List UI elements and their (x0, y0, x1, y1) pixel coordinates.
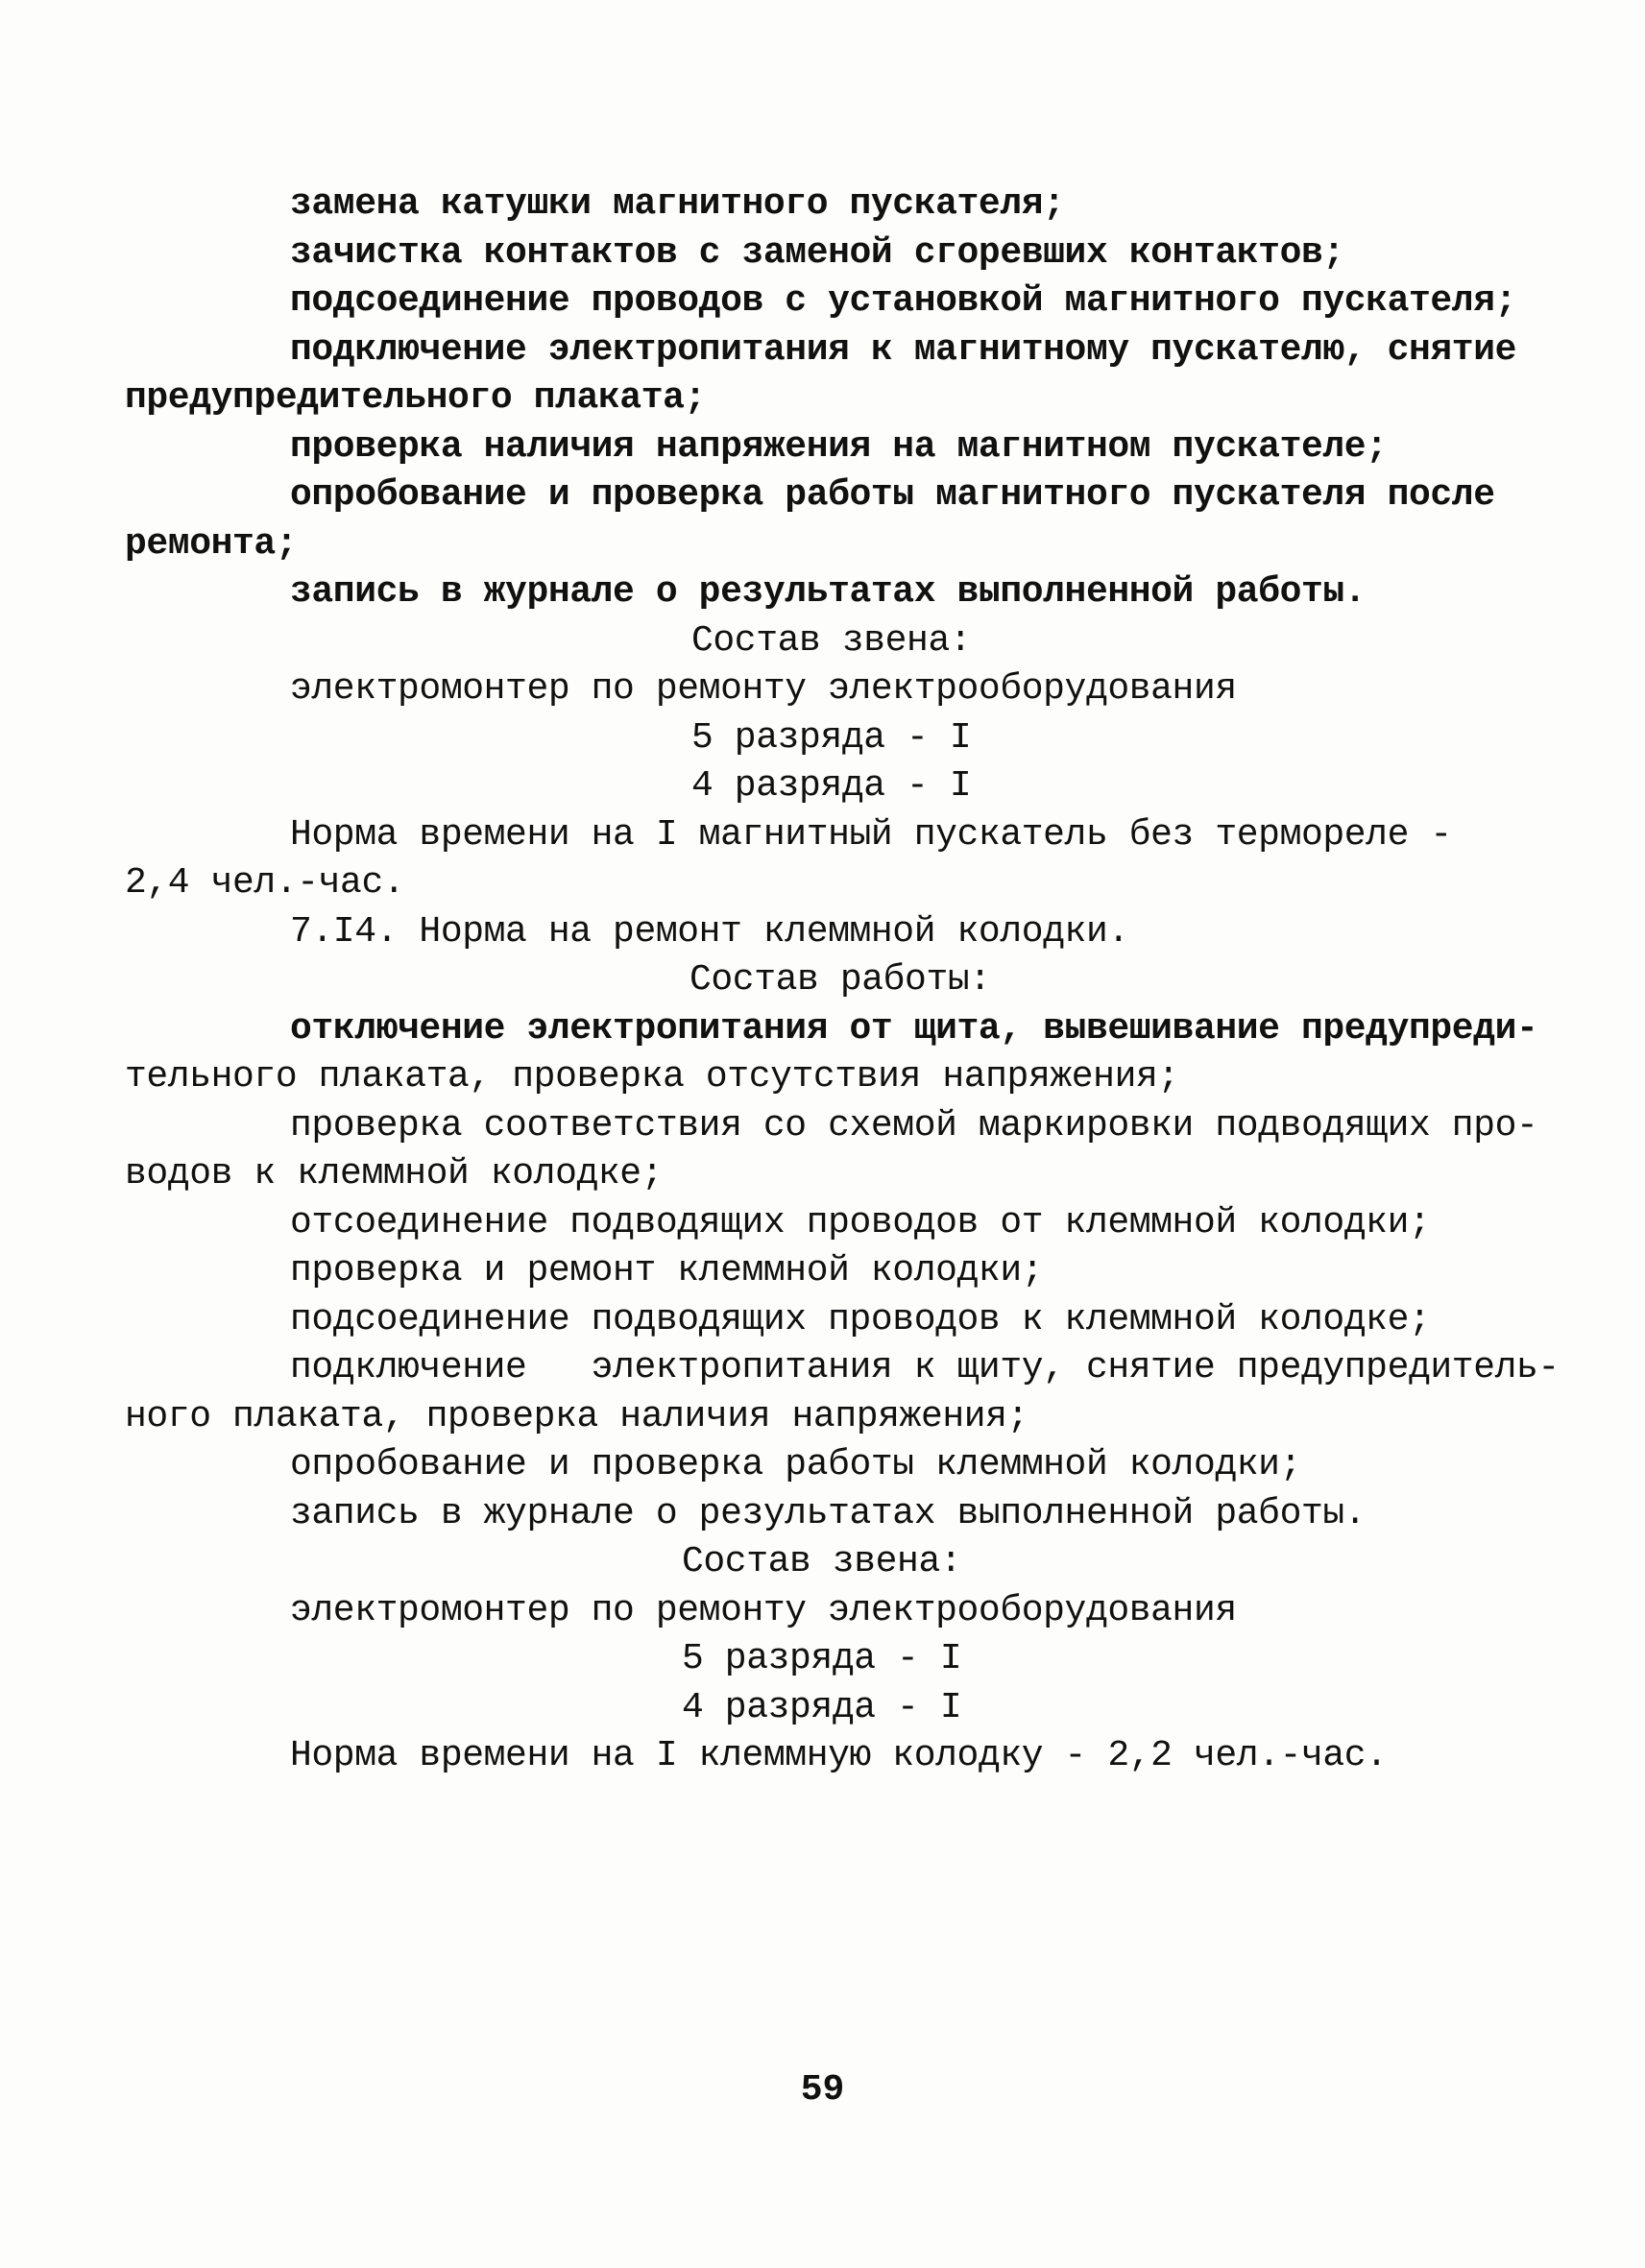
text-line: Норма времени на I клеммную колодку - 2,2 чел.-час. (290, 1735, 1388, 1776)
text-line: 2,4 чел.-час. (125, 862, 405, 904)
document-body (125, 181, 1560, 1781)
text-line: водов к клеммной колодке; (125, 1153, 664, 1194)
text-line: подсоединение проводов с установкой магнитного пускателя; (290, 280, 1517, 322)
section-heading: Состав звена: (691, 619, 972, 662)
text-line: 5 разряда - I (691, 716, 972, 759)
section-heading: Состав работы: (689, 959, 991, 1001)
text-line: зачистка контактов с заменой сгоревших контактов; (290, 231, 1344, 274)
text-line: предупредительного плаката; (125, 377, 706, 419)
text-line: отключение электропитания от щита, вывешивание предупреди- (290, 1007, 1538, 1050)
text-line: 4 разряда - I (682, 1686, 962, 1728)
page-number: 59 (800, 2069, 845, 2111)
text-line: 5 разряда - I (682, 1638, 962, 1679)
text-line: электромонтер по ремонту электрооборудования (290, 1589, 1237, 1631)
section-title: 7.I4. Норма на ремонт клеммной колодки. (290, 910, 1129, 953)
section-heading: Состав звена: (682, 1541, 962, 1582)
text-line: Норма времени на I магнитный пускатель без термореле - (290, 813, 1452, 856)
text-line: ного плаката, проверка наличия напряжения; (125, 1395, 1028, 1437)
text-line: замена катушки магнитного пускателя; (290, 183, 1065, 225)
text-line: проверка и ремонт клеммной колодки; (290, 1250, 1044, 1291)
text-line: электромонтер по ремонту электрооборудования (290, 668, 1237, 710)
text-line: подключение электропитания к щиту, снятие предупредитель- (290, 1347, 1560, 1388)
text-line: подключение электропитания к магнитному пускателю, снятие (290, 328, 1517, 371)
text-line: опробование и проверка работы клеммной колодки; (290, 1444, 1301, 1485)
text-line: тельного плаката, проверка отсутствия напряжения; (125, 1056, 1179, 1098)
text-line: подсоединение подводящих проводов к клеммной колодке; (290, 1298, 1431, 1340)
text-line: запись в журнале о результатах выполненной работы. (290, 1492, 1367, 1534)
text-line: опробование и проверка работы магнитного пускателя после (290, 474, 1495, 516)
text-line: 4 разряда - I (691, 765, 972, 807)
text-line: отсоединение подводящих проводов от клеммной колодки; (290, 1201, 1431, 1243)
text-line: проверка соответствия со схемой маркировки подводящих про- (290, 1104, 1538, 1146)
text-line: проверка наличия напряжения на магнитном пускателе; (290, 425, 1388, 468)
text-line: запись в журнале о результатах выполненной работы. (290, 571, 1367, 613)
text-line: ремонта; (125, 522, 298, 565)
